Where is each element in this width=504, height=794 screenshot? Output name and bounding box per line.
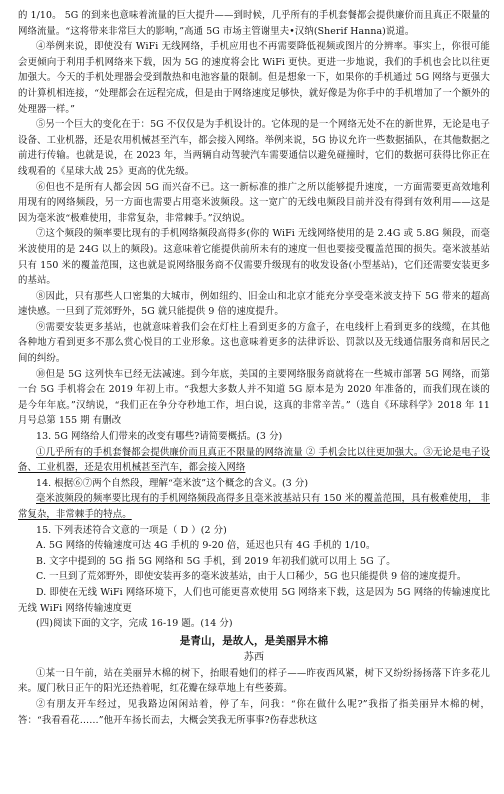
answer-13: ①几乎所有的手机套餐都会提供廉价而且真正不限量的网络流量 ② 手机会比以往更加强大。③无论是电子设备、工业机器，还是农用机械甚至汽车，都会接入网络 [18, 446, 490, 474]
paragraph-7: ⑦这个频段的频率要比现有的手机网络频段高得多(你的 WiFi 无线网络使用的是 2.4G 或 5.8G 频段，而毫米波使用的是 24G 以上的频段)。这意味着它能提供前所未有的速度一但也要接受覆盖范围的损失。毫米波基站只有 150 米的覆盖范围，这也就是说网络服务商不仅需要升级现有的收发设备(小型基站)，它们还需要安装更多的基站。 [18, 228, 490, 287]
option-c: C. 一旦到了荒郊野外，即使安装再多的毫米波基站，由于人口稀少，5G 也只能提供 9 倍的速度提升。 [36, 571, 467, 583]
article-paragraph-1: ①某一日午前，站在美丽异木棉的树下，抬眼看她们的样子——昨夜西风紧，树下又纷纷扬扬落下许多花儿来。厦门秋日正午的阳光还热着呢，红花瓣在绿草地上有些萎蔫。 [18, 667, 490, 695]
article-author: 苏西 [243, 651, 265, 663]
article-title: 是青山，是故人，是美丽异木棉 [179, 634, 329, 647]
option-d: D. 即使在无线 WiFi 网络环境下，人们也可能更喜欢使用 5G 网络来下载，这是因为 5G 网络的传输速度比无线 WiFi 网络传输速度更 [18, 586, 490, 614]
question-14: 14. 根据⑥⑦两个自然段，理解“毫米波”这个概念的含义。(3 分) [36, 477, 309, 489]
option-b: B. 文字中提到的 5G 指 5G 网络和 5G 手机，到 2019 年初我们就可以用上 5G 了。 [36, 555, 396, 567]
paragraph-5: ⑤另一个巨大的变化在于：5G 不仅仅是为手机设计的。它体现的是一个网络无处不在的新世界，无论是电子设备、工业机器，还是农用机械甚至汽车，都会接入网络。举例来说，5G 协议允许一些数据插队，在其他数据之前进行传输。也就是说，在 2023 年，当两辆自动驾驶汽车需要通信以避免碰撞时，它们的数据可获得比你正在线观看的《星球大战 25》更高的优先级。 [18, 119, 490, 177]
paragraph-6: ⑥但也不是所有人都会因 5G 而兴奋不已。这一新标准的推广之所以能够提升速度，一方面需要更高效地利用现有的网络频段，另一方面也需要占用毫米波频段。这一宽广的无线电频段目前并没有得到有效利用——这是因为毫米波“极难使用，非常复杂，非常棘手。”汉纳说。 [18, 181, 490, 224]
option-a: A. 5G 网络的传输速度可达 4G 手机的 9-20 倍，延迟也只有 4G 手机的 1/10。 [36, 540, 376, 552]
paragraph-8: ⑧因此，只有那些人口密集的大城市，例如纽约、旧金山和北京才能充分享受毫米波支持下 5G 带来的超高速快感。一旦到了荒郊野外，5G 就只能提供 9 倍的速度提升。 [18, 290, 490, 318]
paragraph-4: ④举例来说，即使没有 WiFi 无线网络，手机应用也不再需要降低视频或图片的分辨率。事实上，你很可能会更倾向于利用手机网络来下载，因为 5G 的速度将会比 WiFi 更快。更进一步地说，我们的手机也会比以往更加强大。今天的手机处理器会受到散热和电池容量的限制。但是想象一下，如果你的手机通过 5G 网络与更强大的计算机相连接，“处理都会在远程完成，但是由于网络速度足够快，就好像是为你手中的手机增加了一个额外的处理器一样。” [18, 41, 490, 115]
question-15: 15. 下列表述符合文意的一项是（ D ）(2 分) [36, 524, 227, 536]
article-paragraph-2: ②有朋友开车经过，见我路边闲闲站着，停了车，问我：“你在做什么呢?”我指了指美丽异木棉的树，答：“我看看花……”他开车扬长而去，大概会笑我无所事事?伤春悲秋这 [18, 698, 490, 726]
paragraph-9: ⑨需要安装更多基站，也就意味着我们会在灯柱上看到更多的方盒子，在电线杆上看到更多的线缆，在其他各种地方看到更多不那么赏心悦目的工业形象。这也意味着更多的法律诉讼、罚款以及无线通信服务商和居民之间的纠纷。 [18, 321, 490, 365]
section-heading: (四)阅读下面的文字，完成 16-19 题。(14 分) [36, 618, 233, 630]
answer-14: 毫米波频段的频率要比现有的手机网络频段高得多且毫米波基站只有 150 米的覆盖范围，具有极难使用， 非常复杂，非常棘手的特点。 [18, 493, 490, 520]
question-13: 13. 5G 网络给人们带来的改变有哪些?请简要概括。(3 分) [36, 431, 283, 443]
paragraph-10: ⑩但是 5G 这列快车已经无法减速。到今年底，美国的主要网络服务商就将在一些城市部署 5G 网络，而第一台 5G 手机将会在 2019 年初上市。“我想大多数人并不知道 5G 原本是为 2020 年准备的，而我们现在谈的是今年年底。”汉纳说，“我们正在争分夺秒地工作，坦白说，这真的非常辛苦。”（选自《环球科学》2018 年 11 月号总第 155 期 有删改 [18, 368, 490, 427]
paragraph-continued: 的 1/10。 5G 的到来也意味着流量的巨大提升——到时候，几乎所有的手机套餐都会提供廉价而且真正不限量的网络流量。“这将带来非常巨大的影响，”高通 5G 市场主管谢里夫•汉纳(Sherif Hanna)说道。 [18, 10, 490, 37]
